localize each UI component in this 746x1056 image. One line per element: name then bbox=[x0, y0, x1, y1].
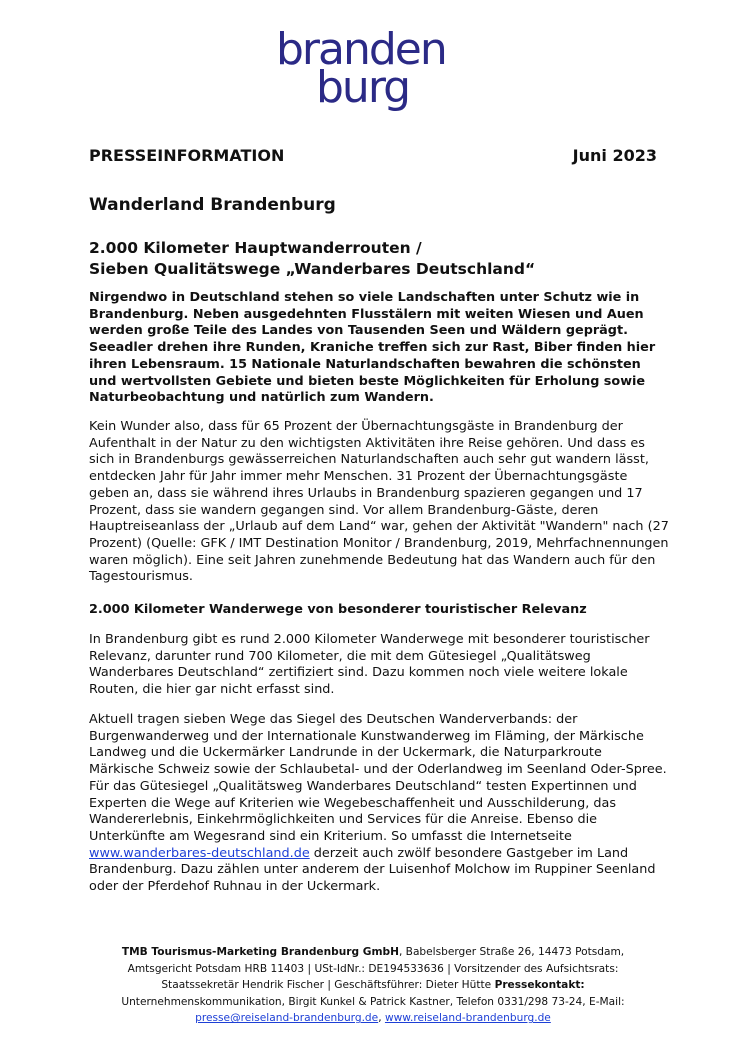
footer-company-name: TMB Tourismus-Marketing Brandenburg GmbH bbox=[121, 946, 399, 958]
footer-address: , Babelsberger Straße 26, 14473 Potsdam, bbox=[398, 946, 625, 958]
footer-website-link[interactable]: www.reiseland-brandenburg.de bbox=[384, 1012, 551, 1025]
footer bbox=[80, 944, 666, 1027]
document-date: Juni 2023 bbox=[572, 146, 657, 165]
wanderbares-deutschland-link[interactable]: www.wanderbares-deutschland.de bbox=[89, 845, 310, 861]
body-paragraph-1: Kein Wunder also, dass für 65 Prozent der Übernachtungsgäste in Brandenburg der Aufenthalt in der Natur zu den wichtigsten Aktivitäten ihre Reise gehören. Und dass es sich in Brandenburgs gewässerreichen Naturlandschaften auch sehr gut wandern lässt, entdecken Jahr für Jahr immer mehr Menschen. 31 Prozent der Übernachtungsgäste geben an, dass sie während ihres Urlaubs in Brandenburg spazieren gegangen und 17 Prozent, dass sie wandern gegangen sind. Vor allem Brandenburg-Gäste, deren Hauptreiseanlass der „Urlaub auf dem Land“ war, gehen der Aktivität "Wandern" nach (27 Prozent) (Quelle: GFK / IMT Destination Monitor / Brandenburg, 2019, Mehrfachnennungen waren möglich). Eine seit Jahren zunehmende Bedeutung hat das Wandern auch für den Tagestourismus. bbox=[89, 419, 669, 585]
paragraph-3-text-start: Aktuell tragen sieben Wege das Siegel des Deutschen Wanderverbands: der Burgenwanderweg und der Internationale Kunstwanderweg im Fläming, der Märkische Landweg und die Uckermärker Landrunde in der Uckermark, die Naturparkroute Märkische Schweiz sowie der Schlaubetal- und der Oderlandweg im Seenland Oder-Spree. Für das Gütesiegel „Qualitätsweg Wanderbares Deutschland“ testen Expertinnen und Experten die Wege auf Kriterien wie Wegebeschaffenheit und Ausschilderung, das Wandererlebnis, Einkehrmöglichkeiten und Services für die Anreise. Ebenso die Unterkünfte am Wegesrand sind ein Kriterium. So umfasst die Internetseite bbox=[89, 712, 667, 844]
body-paragraph-3 bbox=[89, 712, 669, 896]
footer-line-3 bbox=[80, 977, 666, 994]
footer-management: Staatssekretär Hendrik Fischer | Geschäftsführer: Dieter Hütte bbox=[161, 979, 495, 992]
section-heading: 2.000 Kilometer Wanderwege von besonderer touristischer Relevanz bbox=[89, 602, 587, 617]
lead-paragraph: Nirgendwo in Deutschland stehen so viele Landschaften unter Schutz wie in Brandenburg. Neben ausgedehnten Flusstälern mit weiten Wiesen und Auen werden große Teile des Landes von Tausenden Seen und Wäldern geprägt. Seeadler drehen ihre Runden, Kraniche treffen sich zur Rast, Biber finden hier ihren Lebensraum. 15 Nationale Naturlandschaften bewahren die schönsten und wertvollsten Gebiete und bieten beste Möglichkeiten für Erholung sowie Naturbeobachtung und natürlich zum Wandern. bbox=[89, 290, 656, 406]
brandenburg-logo bbox=[276, 26, 466, 116]
footer-email-link[interactable]: presse@reiseland-brandenburg.de bbox=[195, 1012, 379, 1025]
paragraph-3-text-end: derzeit auch zwölf besondere Gastgeber im Land Brandenburg. Dazu zählen unter anderem der Luisenhof Molchow im Ruppiner Seenland oder der Pferdehof Ruhnau in der Uckermark. bbox=[89, 845, 656, 895]
logo-line-1: branden bbox=[276, 24, 446, 75]
logo-line-2: burg bbox=[316, 62, 410, 113]
footer-line-1 bbox=[80, 944, 666, 961]
footer-line-2: Amtsgericht Potsdam HRB 11403 | USt-IdNr.: DE194533636 | Vorsitzender des Aufsichtsrats: bbox=[127, 962, 619, 975]
subtitle bbox=[89, 238, 669, 280]
footer-line-4: Unternehmenskommunikation, Birgit Kunkel & Patrick Kastner, Telefon 0331/298 73-24, E-Mail: bbox=[121, 995, 625, 1008]
document-type-label: PRESSEINFORMATION bbox=[89, 146, 285, 165]
subtitle-line-2: Sieben Qualitätswege „Wanderbares Deutschland“ bbox=[89, 260, 536, 278]
subtitle-line-1: 2.000 Kilometer Hauptwanderrouten / bbox=[89, 239, 422, 257]
footer-separator: , bbox=[378, 1012, 385, 1025]
footer-press-contact-label: Pressekontakt: bbox=[494, 979, 585, 992]
body-paragraph-2: In Brandenburg gibt es rund 2.000 Kilometer Wanderwege mit besonderer touristischer Relevanz, darunter rund 700 Kilometer, die mit dem Gütesiegel „Qualitätsweg Wanderbares Deutschland“ zertifiziert sind. Dazu kommen noch viele weitere lokale Routen, die hier gar nicht erfasst sind. bbox=[89, 632, 650, 698]
footer-line-5 bbox=[80, 1010, 666, 1027]
page-title: Wanderland Brandenburg bbox=[89, 195, 336, 215]
document-header bbox=[89, 146, 657, 168]
